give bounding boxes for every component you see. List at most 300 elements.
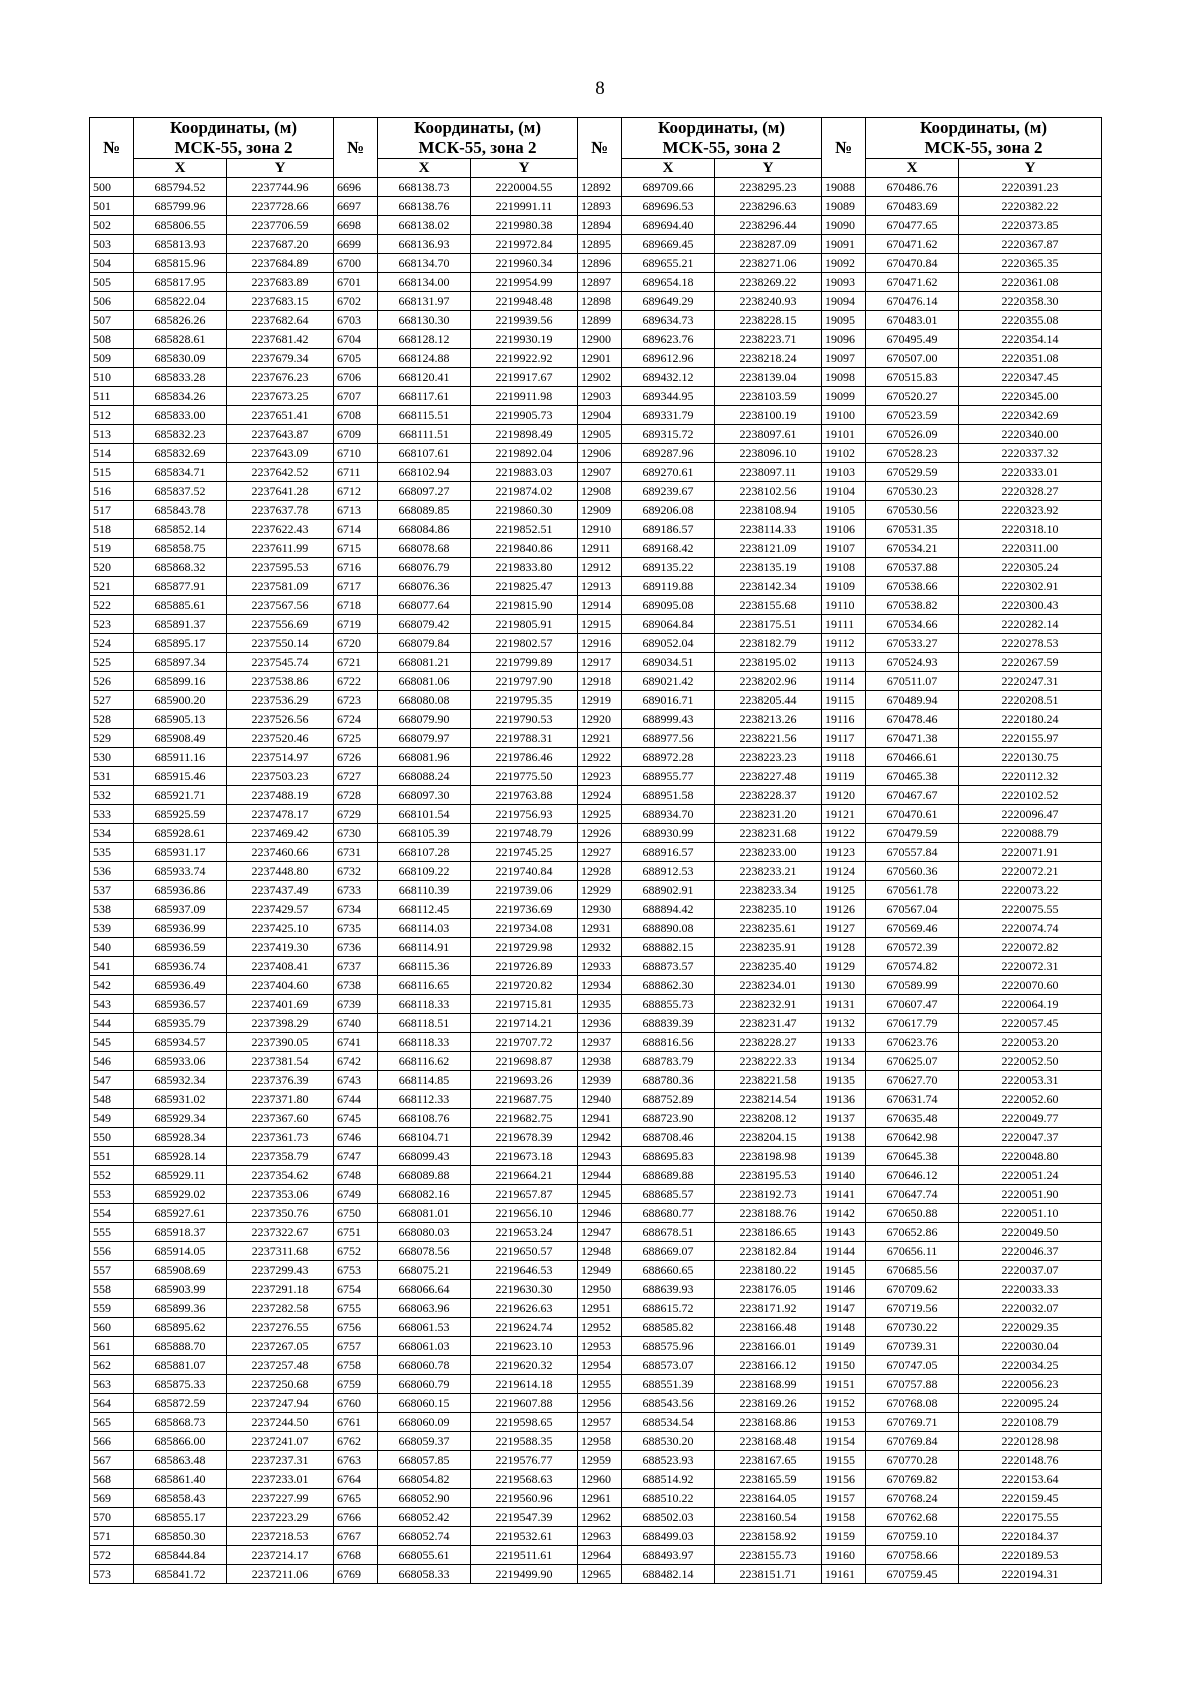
- y-coordinate: 2220088.79: [959, 824, 1102, 843]
- y-coordinate: 2238223.23: [715, 748, 822, 767]
- table-row: [90, 1546, 1102, 1565]
- point-number: 12963: [578, 1527, 622, 1546]
- x-coordinate: 670537.88: [866, 558, 959, 577]
- point-number: 19127: [822, 919, 866, 938]
- point-number: 12914: [578, 596, 622, 615]
- x-coordinate: 685929.34: [134, 1109, 227, 1128]
- y-coordinate: 2220108.79: [959, 1413, 1102, 1432]
- x-coordinate: 670645.38: [866, 1147, 959, 1166]
- y-coordinate: 2237429.57: [227, 900, 334, 919]
- point-number: 515: [90, 463, 134, 482]
- y-coordinate: 2238233.00: [715, 843, 822, 862]
- x-coordinate: 670533.27: [866, 634, 959, 653]
- x-coordinate: 685932.34: [134, 1071, 227, 1090]
- y-coordinate: 2219614.18: [471, 1375, 578, 1394]
- y-coordinate: 2220358.30: [959, 292, 1102, 311]
- point-number: 19112: [822, 634, 866, 653]
- point-number: 12954: [578, 1356, 622, 1375]
- point-number: 12961: [578, 1489, 622, 1508]
- y-coordinate: 2238188.76: [715, 1204, 822, 1223]
- y-coordinate: 2219620.32: [471, 1356, 578, 1375]
- x-coordinate: 685843.78: [134, 501, 227, 520]
- y-coordinate: 2220278.53: [959, 634, 1102, 653]
- y-coordinate: 2220247.31: [959, 672, 1102, 691]
- point-number: 12926: [578, 824, 622, 843]
- point-number: 524: [90, 634, 134, 653]
- y-coordinate: 2219739.06: [471, 881, 578, 900]
- y-coordinate: 2237267.05: [227, 1337, 334, 1356]
- x-coordinate: 685931.17: [134, 843, 227, 862]
- y-coordinate: 2219598.65: [471, 1413, 578, 1432]
- system-label: МСК-55, зона 2: [924, 138, 1043, 157]
- y-coordinate: 2237679.34: [227, 349, 334, 368]
- x-coordinate: 685834.71: [134, 463, 227, 482]
- y-coordinate: 2219790.53: [471, 710, 578, 729]
- table-row: [90, 596, 1102, 615]
- point-number: 6702: [334, 292, 378, 311]
- x-coordinate: 685868.32: [134, 558, 227, 577]
- y-coordinate: 2220153.64: [959, 1470, 1102, 1489]
- y-coordinate: 2237503.23: [227, 767, 334, 786]
- y-coordinate: 2220373.85: [959, 216, 1102, 235]
- x-coordinate: 689694.40: [622, 216, 715, 235]
- point-number: 549: [90, 1109, 134, 1128]
- point-number: 533: [90, 805, 134, 824]
- point-number: 559: [90, 1299, 134, 1318]
- y-coordinate: 2220034.25: [959, 1356, 1102, 1375]
- x-coordinate: 668115.51: [378, 406, 471, 425]
- x-coordinate: 689135.22: [622, 558, 715, 577]
- table-row: [90, 976, 1102, 995]
- x-coordinate: 685844.84: [134, 1546, 227, 1565]
- x-coordinate: 668078.56: [378, 1242, 471, 1261]
- y-coordinate: 2220282.14: [959, 615, 1102, 634]
- y-coordinate: 2238228.27: [715, 1033, 822, 1052]
- y-coordinate: 2220347.45: [959, 368, 1102, 387]
- y-coordinate: 2219714.21: [471, 1014, 578, 1033]
- table-row: [90, 1432, 1102, 1451]
- x-coordinate: 670769.71: [866, 1413, 959, 1432]
- coords-label: Координаты, (м): [658, 118, 785, 137]
- point-number: 19093: [822, 273, 866, 292]
- x-coordinate: 685933.74: [134, 862, 227, 881]
- y-coordinate: 2219840.86: [471, 539, 578, 558]
- point-number: 6730: [334, 824, 378, 843]
- y-coordinate: 2219905.73: [471, 406, 578, 425]
- x-coordinate: 688839.39: [622, 1014, 715, 1033]
- x-coordinate: 688639.93: [622, 1280, 715, 1299]
- x-coordinate: 670572.39: [866, 938, 959, 957]
- x-coordinate: 670557.84: [866, 843, 959, 862]
- y-coordinate: 2220130.75: [959, 748, 1102, 767]
- x-coordinate: 688493.97: [622, 1546, 715, 1565]
- coords-label: Координаты, (м): [170, 118, 297, 137]
- x-coordinate: 688912.53: [622, 862, 715, 881]
- x-coordinate: 689649.29: [622, 292, 715, 311]
- point-number: 19161: [822, 1565, 866, 1584]
- point-number: 12965: [578, 1565, 622, 1584]
- y-coordinate: 2220184.37: [959, 1527, 1102, 1546]
- point-number: 12962: [578, 1508, 622, 1527]
- y-coordinate: 2238164.05: [715, 1489, 822, 1508]
- x-coordinate: 670529.59: [866, 463, 959, 482]
- y-coordinate: 2238228.15: [715, 311, 822, 330]
- point-number: 6704: [334, 330, 378, 349]
- x-coordinate: 670709.62: [866, 1280, 959, 1299]
- y-coordinate: 2238168.99: [715, 1375, 822, 1394]
- y-coordinate: 2238195.02: [715, 653, 822, 672]
- y-coordinate: 2237460.66: [227, 843, 334, 862]
- point-number: 12930: [578, 900, 622, 919]
- y-coordinate: 2220047.37: [959, 1128, 1102, 1147]
- x-coordinate: 688894.42: [622, 900, 715, 919]
- x-coordinate: 689331.79: [622, 406, 715, 425]
- y-coordinate: 2238182.79: [715, 634, 822, 653]
- y-coordinate: 2237218.53: [227, 1527, 334, 1546]
- x-coordinate: 688680.77: [622, 1204, 715, 1223]
- x-coordinate: 688530.20: [622, 1432, 715, 1451]
- y-coordinate: 2237419.30: [227, 938, 334, 957]
- y-coordinate: 2220073.22: [959, 881, 1102, 900]
- x-coordinate: 668110.39: [378, 881, 471, 900]
- x-coordinate: 688873.57: [622, 957, 715, 976]
- x-coordinate: 668101.54: [378, 805, 471, 824]
- point-number: 511: [90, 387, 134, 406]
- x-coordinate: 685888.70: [134, 1337, 227, 1356]
- x-coordinate: 685936.99: [134, 919, 227, 938]
- point-number: 6740: [334, 1014, 378, 1033]
- x-coordinate: 685937.09: [134, 900, 227, 919]
- table-row: [90, 653, 1102, 672]
- x-coordinate: 688689.88: [622, 1166, 715, 1185]
- point-number: 12944: [578, 1166, 622, 1185]
- point-number: 12958: [578, 1432, 622, 1451]
- y-coordinate: 2219734.08: [471, 919, 578, 938]
- y-coordinate: 2238208.12: [715, 1109, 822, 1128]
- x-coordinate: 668066.64: [378, 1280, 471, 1299]
- x-coordinate: 668061.03: [378, 1337, 471, 1356]
- point-number: 19160: [822, 1546, 866, 1565]
- x-coordinate: 689016.71: [622, 691, 715, 710]
- x-coordinate: 685799.96: [134, 197, 227, 216]
- x-coordinate: 685936.86: [134, 881, 227, 900]
- y-coordinate: 2219656.10: [471, 1204, 578, 1223]
- x-coordinate: 685934.57: [134, 1033, 227, 1052]
- y-coordinate: 2238168.48: [715, 1432, 822, 1451]
- y-coordinate: 2220208.51: [959, 691, 1102, 710]
- point-number: 19099: [822, 387, 866, 406]
- x-coordinate: 668138.76: [378, 197, 471, 216]
- y-coordinate: 2237241.07: [227, 1432, 334, 1451]
- x-coordinate: 668118.51: [378, 1014, 471, 1033]
- y-coordinate: 2219740.84: [471, 862, 578, 881]
- x-coordinate: 668105.39: [378, 824, 471, 843]
- x-coordinate: 670538.82: [866, 596, 959, 615]
- y-coordinate: 2237550.14: [227, 634, 334, 653]
- x-coordinate: 668117.61: [378, 387, 471, 406]
- y-coordinate: 2220033.33: [959, 1280, 1102, 1299]
- x-coordinate: 670574.82: [866, 957, 959, 976]
- x-coordinate: 688482.14: [622, 1565, 715, 1584]
- x-coordinate: 688678.51: [622, 1223, 715, 1242]
- x-coordinate: 670631.74: [866, 1090, 959, 1109]
- point-number: 19148: [822, 1318, 866, 1337]
- y-coordinate: 2237376.39: [227, 1071, 334, 1090]
- point-number: 534: [90, 824, 134, 843]
- x-coordinate: 668061.53: [378, 1318, 471, 1337]
- y-coordinate: 2238121.09: [715, 539, 822, 558]
- x-coordinate: 668088.24: [378, 767, 471, 786]
- point-number: 6746: [334, 1128, 378, 1147]
- point-number: 19113: [822, 653, 866, 672]
- y-coordinate: 2219678.39: [471, 1128, 578, 1147]
- point-number: 19106: [822, 520, 866, 539]
- point-number: 12948: [578, 1242, 622, 1261]
- y-coordinate: 2238214.54: [715, 1090, 822, 1109]
- y-coordinate: 2238198.98: [715, 1147, 822, 1166]
- x-coordinate: 670652.86: [866, 1223, 959, 1242]
- x-coordinate: 668059.37: [378, 1432, 471, 1451]
- y-coordinate: 2238233.34: [715, 881, 822, 900]
- point-number: 19146: [822, 1280, 866, 1299]
- point-number: 12938: [578, 1052, 622, 1071]
- y-coordinate: 2238108.94: [715, 501, 822, 520]
- x-coordinate: 689344.95: [622, 387, 715, 406]
- x-coordinate: 685927.61: [134, 1204, 227, 1223]
- y-coordinate: 2220029.35: [959, 1318, 1102, 1337]
- y-coordinate: 2238235.10: [715, 900, 822, 919]
- point-number: 19097: [822, 349, 866, 368]
- y-coordinate: 2238231.47: [715, 1014, 822, 1033]
- coords-header: [866, 118, 1102, 159]
- x-coordinate: 668079.84: [378, 634, 471, 653]
- y-coordinate: 2219707.72: [471, 1033, 578, 1052]
- y-coordinate: 2238169.26: [715, 1394, 822, 1413]
- x-coordinate: 670747.05: [866, 1356, 959, 1375]
- x-coordinate: 670762.68: [866, 1508, 959, 1527]
- point-number: 19101: [822, 425, 866, 444]
- point-number: 6734: [334, 900, 378, 919]
- x-coordinate: 668079.42: [378, 615, 471, 634]
- table-row: [90, 805, 1102, 824]
- point-number: 508: [90, 330, 134, 349]
- table-row: [90, 311, 1102, 330]
- y-coordinate: 2237448.80: [227, 862, 334, 881]
- y-coordinate: 2237244.50: [227, 1413, 334, 1432]
- y-coordinate: 2238221.58: [715, 1071, 822, 1090]
- table-row: [90, 634, 1102, 653]
- point-number: 6708: [334, 406, 378, 425]
- y-coordinate: 2237687.20: [227, 235, 334, 254]
- point-number: 6718: [334, 596, 378, 615]
- x-coordinate: 688972.28: [622, 748, 715, 767]
- point-number: 12933: [578, 957, 622, 976]
- point-number: 540: [90, 938, 134, 957]
- y-coordinate: 2237353.06: [227, 1185, 334, 1204]
- point-number: 12893: [578, 197, 622, 216]
- point-number: 19109: [822, 577, 866, 596]
- table-row: [90, 1242, 1102, 1261]
- x-coordinate: 670656.11: [866, 1242, 959, 1261]
- table-row: [90, 1508, 1102, 1527]
- point-number: 509: [90, 349, 134, 368]
- point-number: 523: [90, 615, 134, 634]
- x-coordinate: 685833.00: [134, 406, 227, 425]
- x-coordinate: 668136.93: [378, 235, 471, 254]
- coords-header: [134, 118, 334, 159]
- y-coordinate: 2238135.19: [715, 558, 822, 577]
- y-coordinate: 2220030.04: [959, 1337, 1102, 1356]
- table-row: [90, 1356, 1102, 1375]
- x-coordinate: 688514.92: [622, 1470, 715, 1489]
- point-number: 519: [90, 539, 134, 558]
- point-number: 6731: [334, 843, 378, 862]
- y-coordinate: 2237282.58: [227, 1299, 334, 1318]
- y-coordinate: 2237520.46: [227, 729, 334, 748]
- x-coordinate: 670523.59: [866, 406, 959, 425]
- point-number: 12923: [578, 767, 622, 786]
- x-coordinate: 670483.01: [866, 311, 959, 330]
- point-number: 12900: [578, 330, 622, 349]
- y-coordinate: 2220311.00: [959, 539, 1102, 558]
- x-coordinate: 668080.08: [378, 691, 471, 710]
- x-coordinate: 688685.57: [622, 1185, 715, 1204]
- y-coordinate: 2219748.79: [471, 824, 578, 843]
- x-coordinate: 688855.73: [622, 995, 715, 1014]
- x-coordinate: 668124.88: [378, 349, 471, 368]
- point-number: 19105: [822, 501, 866, 520]
- y-coordinate: 2238165.59: [715, 1470, 822, 1489]
- point-number: 525: [90, 653, 134, 672]
- y-coordinate: 2238097.11: [715, 463, 822, 482]
- table-row: [90, 1223, 1102, 1242]
- y-coordinate: 2219693.26: [471, 1071, 578, 1090]
- point-number: 6741: [334, 1033, 378, 1052]
- y-coordinate: 2219511.61: [471, 1546, 578, 1565]
- point-number: 19108: [822, 558, 866, 577]
- x-coordinate: 668097.30: [378, 786, 471, 805]
- y-coordinate: 2238192.73: [715, 1185, 822, 1204]
- point-number: 569: [90, 1489, 134, 1508]
- point-number: 12945: [578, 1185, 622, 1204]
- point-number: 12904: [578, 406, 622, 425]
- point-number: 19149: [822, 1337, 866, 1356]
- point-number: 12936: [578, 1014, 622, 1033]
- y-coordinate: 2237358.79: [227, 1147, 334, 1166]
- x-coordinate: 685872.59: [134, 1394, 227, 1413]
- x-coordinate: 685921.71: [134, 786, 227, 805]
- x-coordinate: 685933.06: [134, 1052, 227, 1071]
- table-row: [90, 425, 1102, 444]
- point-number: 6745: [334, 1109, 378, 1128]
- y-coordinate: 2237425.10: [227, 919, 334, 938]
- point-number: 6737: [334, 957, 378, 976]
- point-number: 6758: [334, 1356, 378, 1375]
- x-coordinate: 685935.79: [134, 1014, 227, 1033]
- point-number: 12905: [578, 425, 622, 444]
- x-coordinate: 670739.31: [866, 1337, 959, 1356]
- x-coordinate: 685806.55: [134, 216, 227, 235]
- y-coordinate: 2238139.04: [715, 368, 822, 387]
- x-coordinate: 670617.79: [866, 1014, 959, 1033]
- point-number: 516: [90, 482, 134, 501]
- x-coordinate: 668108.76: [378, 1109, 471, 1128]
- y-coordinate: 2220305.24: [959, 558, 1102, 577]
- x-coordinate: 668111.51: [378, 425, 471, 444]
- point-number: 6754: [334, 1280, 378, 1299]
- point-number: 6725: [334, 729, 378, 748]
- x-coordinate: 668107.61: [378, 444, 471, 463]
- point-number: 501: [90, 197, 134, 216]
- table-row: [90, 577, 1102, 596]
- y-coordinate: 2220318.10: [959, 520, 1102, 539]
- y-coordinate: 2237642.52: [227, 463, 334, 482]
- y-coordinate: 2219653.24: [471, 1223, 578, 1242]
- y-coordinate: 2237744.96: [227, 178, 334, 197]
- table-row: [90, 235, 1102, 254]
- point-number: 19131: [822, 995, 866, 1014]
- y-coordinate: 2219756.93: [471, 805, 578, 824]
- point-number: 504: [90, 254, 134, 273]
- y-coordinate: 2238235.91: [715, 938, 822, 957]
- point-number: 19150: [822, 1356, 866, 1375]
- point-number: 12903: [578, 387, 622, 406]
- y-coordinate: 2237350.76: [227, 1204, 334, 1223]
- x-coordinate: 689696.53: [622, 197, 715, 216]
- x-coordinate: 670524.93: [866, 653, 959, 672]
- point-number: 6763: [334, 1451, 378, 1470]
- y-coordinate: 2220004.55: [471, 178, 578, 197]
- y-coordinate: 2238231.20: [715, 805, 822, 824]
- point-number: 19145: [822, 1261, 866, 1280]
- table-row: [90, 387, 1102, 406]
- page-number: 8: [595, 78, 605, 99]
- y-coordinate: 2238114.33: [715, 520, 822, 539]
- x-coordinate: 685936.74: [134, 957, 227, 976]
- y-coordinate: 2237545.74: [227, 653, 334, 672]
- point-number: 554: [90, 1204, 134, 1223]
- point-number: 12953: [578, 1337, 622, 1356]
- x-coordinate: 688543.56: [622, 1394, 715, 1413]
- point-number: 544: [90, 1014, 134, 1033]
- point-number: 12908: [578, 482, 622, 501]
- x-coordinate: 670650.88: [866, 1204, 959, 1223]
- point-number: 19114: [822, 672, 866, 691]
- x-coordinate: 668112.33: [378, 1090, 471, 1109]
- y-coordinate: 2220155.97: [959, 729, 1102, 748]
- y-coordinate: 2219657.87: [471, 1185, 578, 1204]
- y-coordinate: 2219930.19: [471, 330, 578, 349]
- x-coordinate: 668058.33: [378, 1565, 471, 1584]
- x-coordinate: 670589.99: [866, 976, 959, 995]
- x-coordinate: 689270.61: [622, 463, 715, 482]
- y-header: Y: [715, 159, 822, 178]
- table-row: [90, 995, 1102, 1014]
- x-coordinate: 685936.59: [134, 938, 227, 957]
- y-coordinate: 2219650.57: [471, 1242, 578, 1261]
- y-coordinate: 2219682.75: [471, 1109, 578, 1128]
- point-number: 12911: [578, 539, 622, 558]
- table-row: [90, 1565, 1102, 1584]
- point-number: 6701: [334, 273, 378, 292]
- point-number: 12901: [578, 349, 622, 368]
- table-row: [90, 1337, 1102, 1356]
- point-number: 19158: [822, 1508, 866, 1527]
- y-coordinate: 2238269.22: [715, 273, 822, 292]
- y-coordinate: 2238233.21: [715, 862, 822, 881]
- x-coordinate: 688534.54: [622, 1413, 715, 1432]
- y-coordinate: 2237728.66: [227, 197, 334, 216]
